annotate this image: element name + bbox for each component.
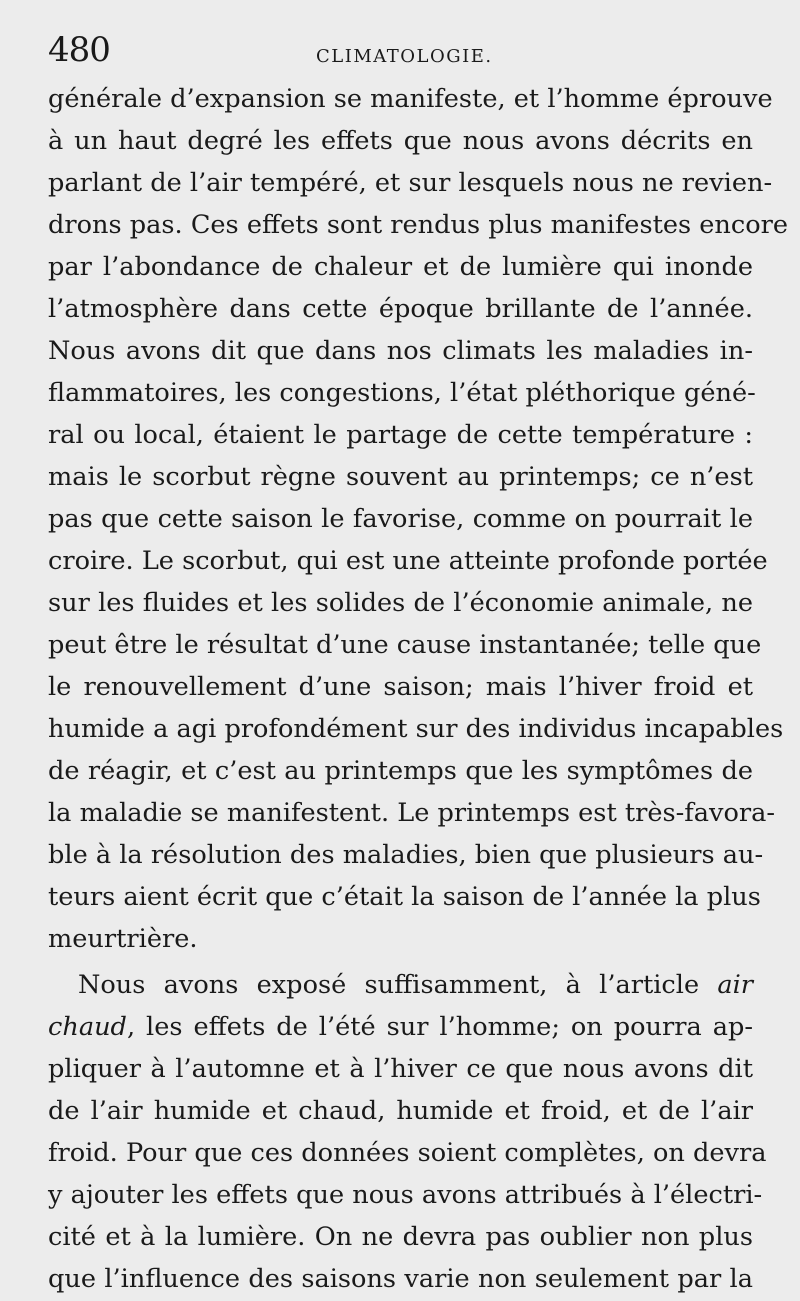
text-line: humide a agi profondément sur des individus incapables: [48, 714, 784, 744]
text-line: froid. Pour que ces données soient complètes, on devra: [48, 1138, 767, 1168]
text-line: l’atmosphère dans cette époque brillante de l’année.: [48, 294, 753, 324]
text-line: de l’air humide et chaud, humide et froid, et de l’air: [48, 1096, 753, 1126]
text-line: drons pas. Ces effets sont rendus plus manifestes encore: [48, 210, 789, 240]
text-line: pliquer à l’automne et à l’hiver ce que nous avons dit: [48, 1054, 753, 1084]
text-line: ble à la résolution des maladies, bien que plusieurs au-: [48, 840, 764, 870]
text-line: Nous avons dit que dans nos climats les maladies in-: [48, 336, 753, 366]
text-line: sur les fluides et les solides de l’économie animale, ne: [48, 588, 753, 618]
text-line: flammatoires, les congestions, l’état pléthorique géné-: [48, 378, 756, 408]
text-line: que l’influence des saisons varie non seulement par la: [48, 1264, 753, 1294]
text-segment: , les effets de l’été sur l’homme; on pourra ap-: [126, 1012, 753, 1042]
text-line: la maladie se manifestent. Le printemps est très-favora-: [48, 798, 776, 828]
text-line: peut être le résultat d’une cause instantanée; telle que: [48, 630, 762, 660]
body-text: [48, 78, 789, 1294]
text-line: de réagir, et c’est au printemps que les symptômes de: [48, 756, 753, 786]
running-head: [48, 28, 748, 78]
text-line: cité et à la lumière. On ne devra pas oublier non plus: [48, 1222, 753, 1252]
italic-term: air: [717, 970, 753, 1000]
text-line: par l’abondance de chaleur et de lumière qui inonde: [48, 252, 753, 282]
italic-term: chaud: [48, 1012, 127, 1042]
text-line: croire. Le scorbut, qui est une atteinte profonde portée: [48, 546, 768, 576]
paragraph-start-line: [48, 964, 753, 1006]
text-line: parlant de l’air tempéré, et sur lesquels nous ne revien-: [48, 168, 773, 198]
text-line: ral ou local, étaient le partage de cette température :: [48, 420, 753, 450]
text-line: le renouvellement d’une saison; mais l’hiver froid et: [48, 672, 753, 702]
running-title: CLIMATOLOGIE.: [316, 46, 493, 67]
text-line: pas que cette saison le favorise, comme on pourrait le: [48, 504, 753, 534]
text-line: à un haut degré les effets que nous avons décrits en: [48, 126, 753, 156]
text-line: meurtrière.: [48, 924, 198, 954]
text-line: générale d’expansion se manifeste, et l’homme éprouve: [48, 84, 773, 114]
text-line: y ajouter les effets que nous avons attribués à l’électri-: [48, 1180, 763, 1210]
text-line: [48, 1006, 753, 1048]
text-line: teurs aient écrit que c’était la saison de l’année la plus: [48, 882, 761, 912]
text-segment: Nous avons exposé suffisamment, à l’article: [78, 970, 718, 1000]
text-line: mais le scorbut règne souvent au printemps; ce n’est: [48, 462, 753, 492]
page-number: 480: [48, 30, 110, 70]
